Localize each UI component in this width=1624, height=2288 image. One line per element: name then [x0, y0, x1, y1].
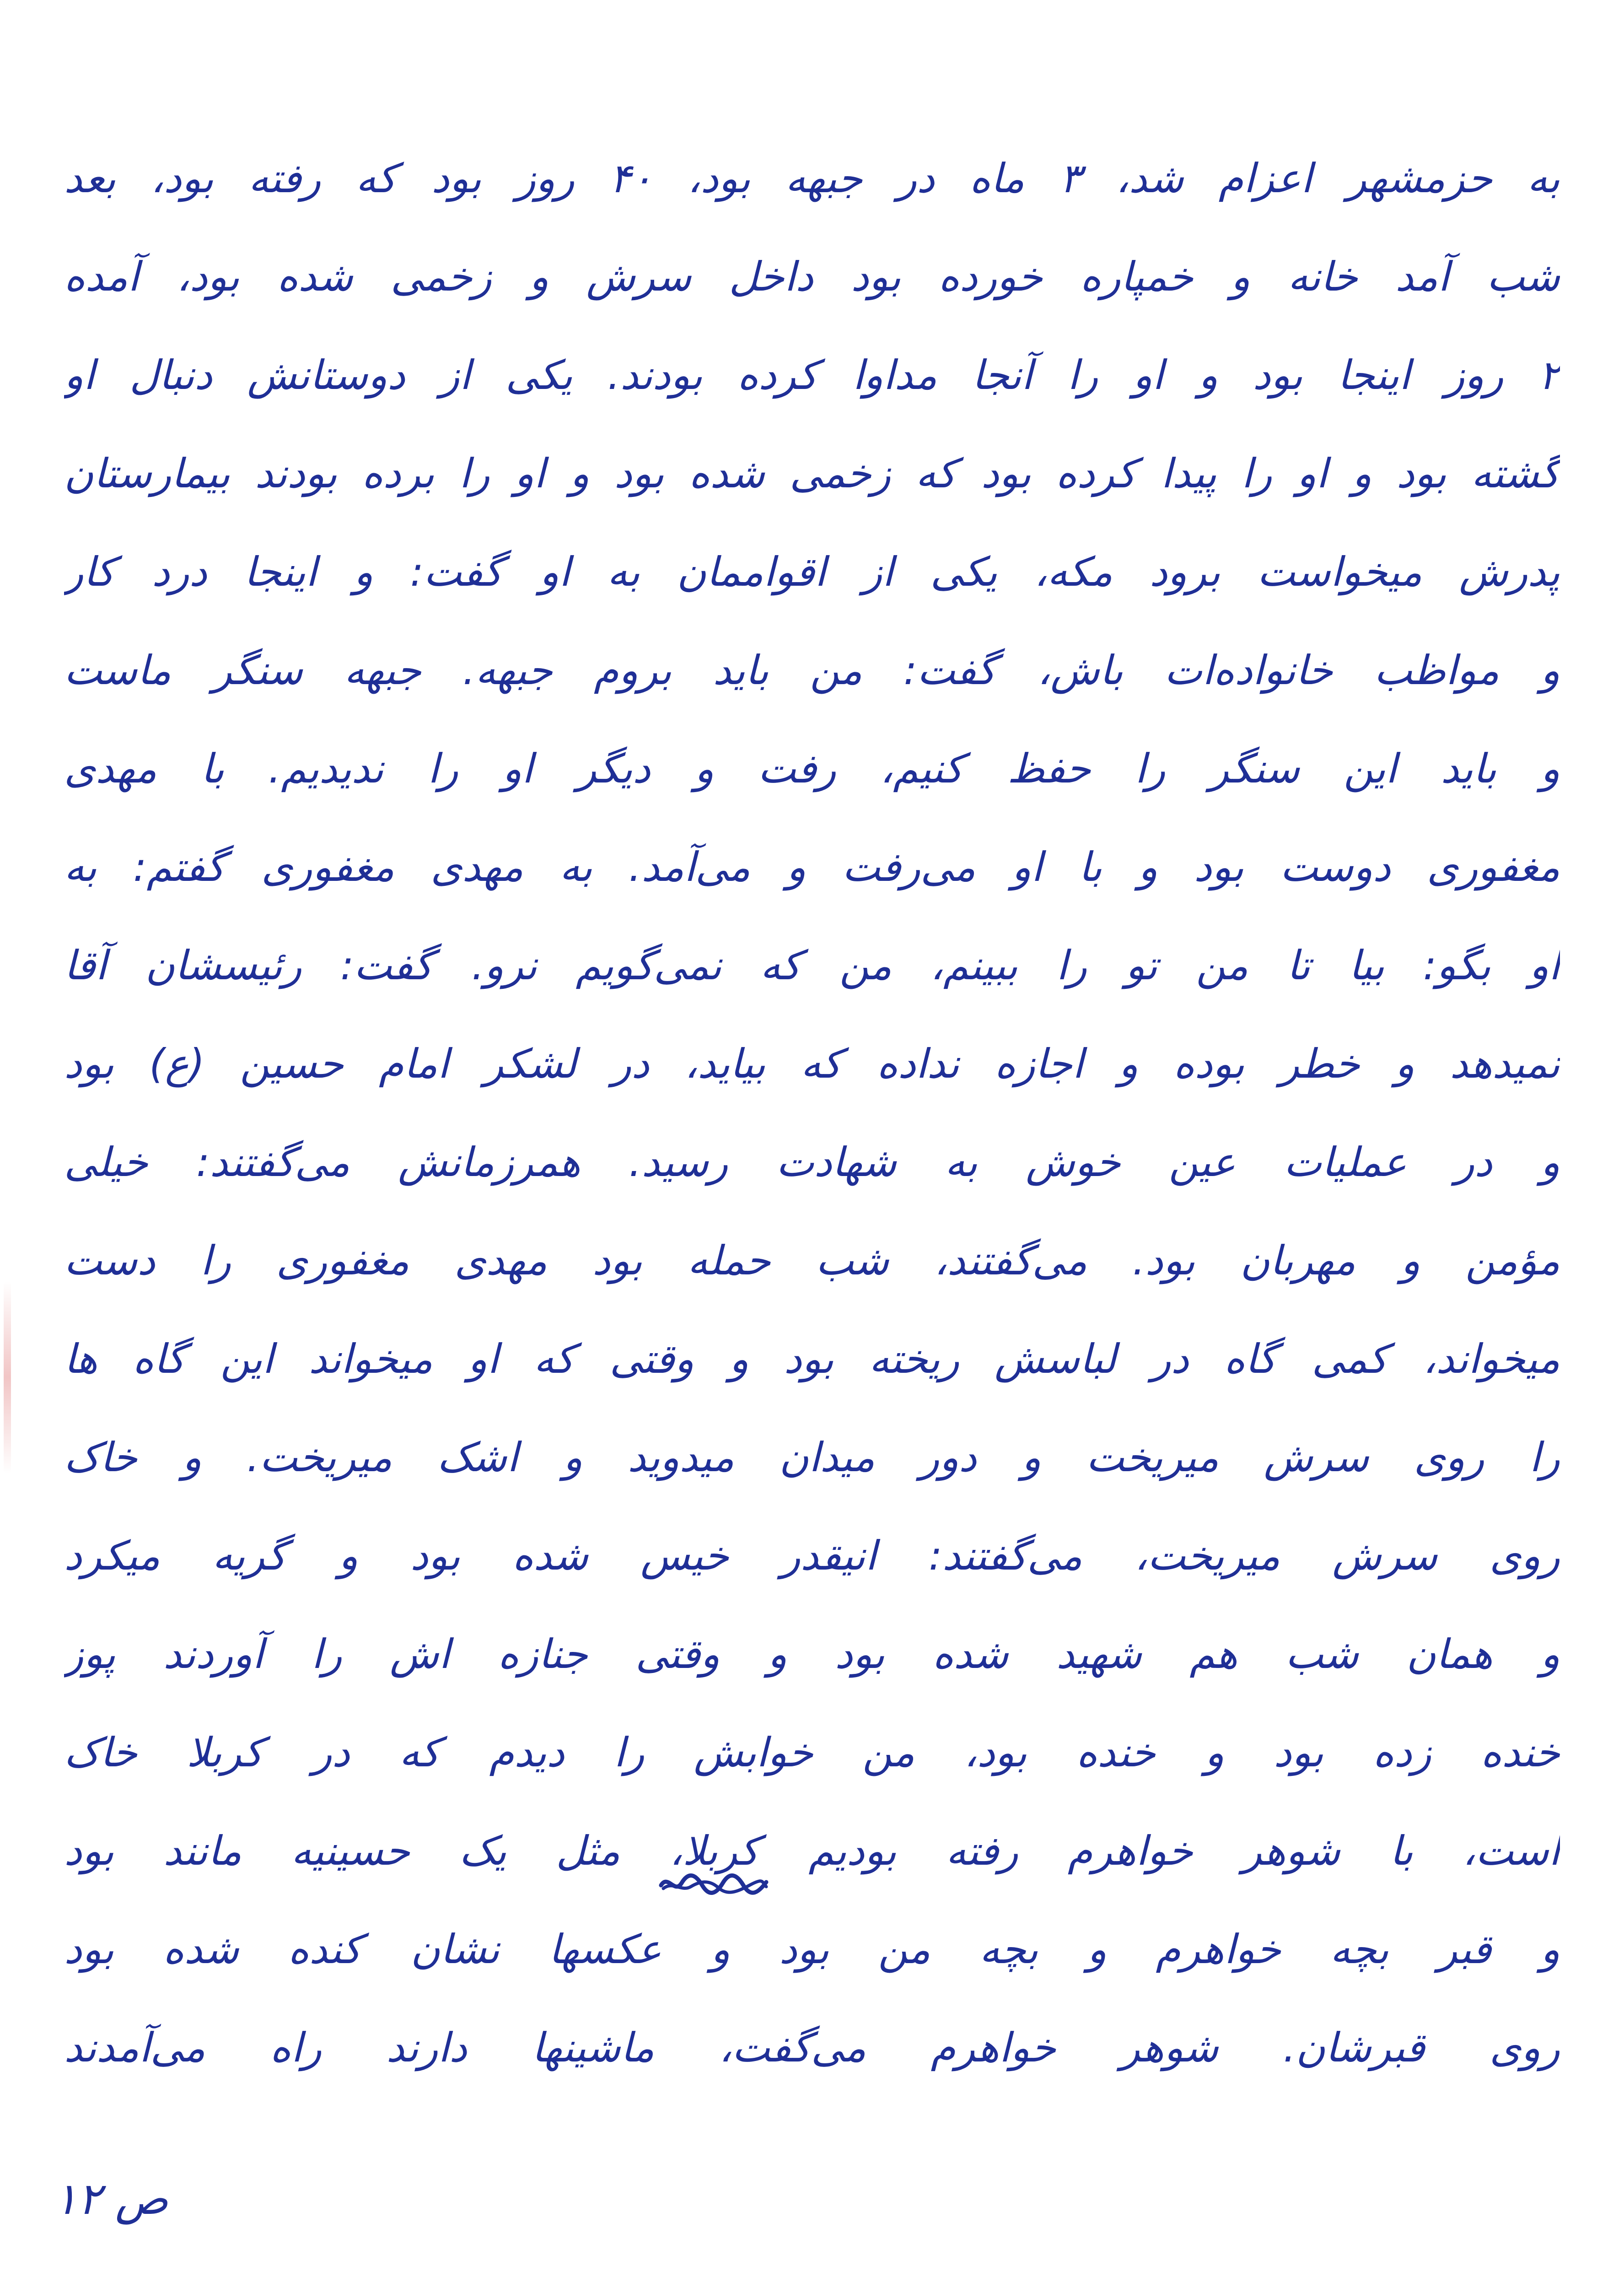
text-line: است، با شوهر خواهرم رفته بودیم کربلا، مثل یک حسینیه مانند بود: [64, 1827, 1560, 1874]
text-line: گشته بود و او را پیدا کرده بود که زخمی شده بود و او را برده بودند بیمارستان: [64, 450, 1560, 497]
page-number: ص ۱۲: [54, 2173, 168, 2224]
text-line: و در عملیات عین خوش به شهادت رسید. همرزمانش می‌گفتند: خیلی: [64, 1139, 1560, 1186]
text-line: روی قبرشان. شوهر خواهرم می‌گفت، ماشینها دارند راه می‌آمدند: [64, 2024, 1560, 2071]
text-line: را روی سرش میریخت و دور میدان میدوید و اشک میریخت. و خاک: [64, 1434, 1560, 1481]
text-line: روی سرش میریخت، می‌گفتند: انیقدر خیس شده بود و گریه میکرد: [64, 1532, 1560, 1579]
text-line: به حزمشهر اعزام شد، ۳ ماه در جبهه بود، ۴۰ روز بود که رفته بود، بعد: [64, 155, 1560, 202]
text-line: مغفوری دوست بود و با او می‌رفت و می‌آمد. به مهدی مغفوری گفتم: به: [64, 843, 1560, 890]
text-line: پدرش میخواست برود مکه، یکی از اقواممان به او گفت: و اینجا درد کار: [64, 548, 1560, 595]
crossed-out-scribble: [659, 1869, 769, 1897]
text-line: مؤمن و مهربان بود. می‌گفتند، شب حمله بود مهدی مغفوری را دست: [64, 1237, 1560, 1284]
text-line: ۲ روز اینجا بود و او را آنجا مداوا کرده بودند. یکی از دوستانش دنبال او: [64, 351, 1560, 399]
text-line: و باید این سنگر را حفظ کنیم، رفت و دیگر او را ندیدیم. با مهدی: [64, 745, 1560, 792]
text-line: میخواند، کمی گاه در لباسش ریخته بود و وقتی که او میخواند این گاه ها: [64, 1335, 1560, 1382]
text-line: او بگو: بیا تا من تو را ببینم، من که نمی‌گویم نرو. گفت: رئیسشان آقا: [64, 942, 1560, 989]
text-line: و قبر بچه خواهرم و بچه من بود و عکسها نشان کنده شده بود: [64, 1926, 1560, 1973]
paper-edge-mark: [4, 1281, 11, 1473]
text-line: خنده زده بود و خنده بود، من خوابش را دیدم که در کربلا خاک: [64, 1729, 1560, 1776]
text-line: نمیدهد و خطر بوده و اجازه نداده که بیاید، در لشکر امام حسین (ع) بود: [64, 1040, 1560, 1087]
text-line: و مواظب خانواده‌ات باش، گفت: من باید بروم جبهه. جبهه سنگر ماست: [64, 647, 1560, 694]
text-line: شب آمد خانه و خمپاره خورده بود داخل سرش و زخمی شده بود، آمده: [64, 253, 1560, 300]
text-line: و همان شب هم شهید شده بود و وقتی جنازه اش را آوردند پوز: [64, 1630, 1560, 1678]
